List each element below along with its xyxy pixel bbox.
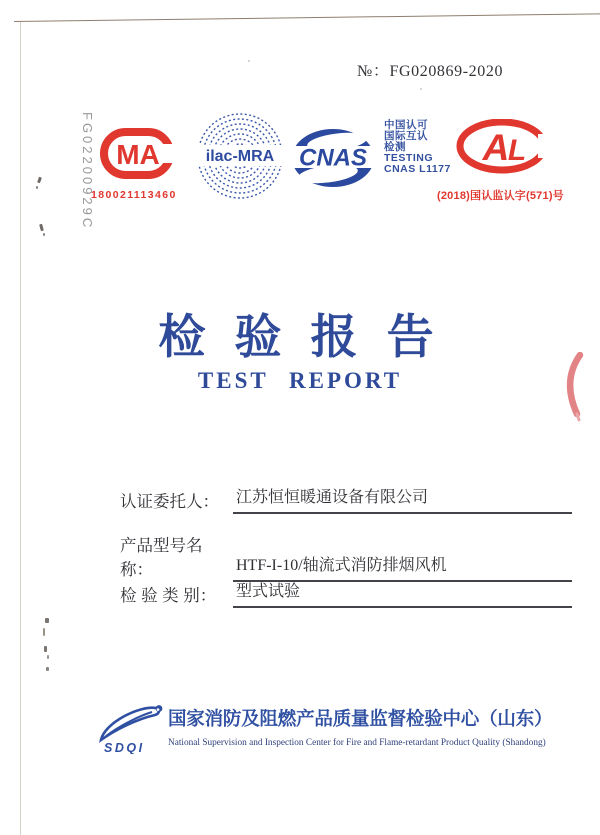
- scan-speck: [44, 646, 47, 652]
- report-title-english: TEST REPORT: [197, 368, 403, 393]
- field-label: 认证委托人：: [120, 493, 219, 511]
- cnas-mark-text: CNAS: [298, 144, 368, 172]
- scan-speck: [43, 628, 45, 636]
- cnas-caption-line: CNAS L1177: [384, 163, 451, 175]
- organization-name-english: National Supervision and Inspection Center for Fire and Flame-retardant Product Quality (Shandong): [168, 738, 546, 748]
- cal-mark-letter-a: A: [482, 127, 510, 168]
- page-top-edge-line: [14, 13, 600, 22]
- cal-caption: (2018)国认监认字(571)号: [437, 190, 564, 202]
- cma-accreditation-icon: [99, 127, 177, 182]
- report-title-chinese: 检 验 报 告: [158, 310, 442, 363]
- red-stamp-bleed-mark: [558, 352, 588, 424]
- cma-license-number: 180021113460: [91, 189, 177, 201]
- ilac-mark-text: ilac-MRA: [205, 148, 275, 165]
- cma-mark-text: MA: [116, 139, 160, 170]
- issuing-organization: [168, 705, 568, 748]
- ilac-mra-icon: [196, 111, 284, 201]
- scan-speck: [47, 655, 49, 659]
- cnas-caption: [384, 120, 451, 175]
- scan-speck: [43, 233, 45, 236]
- report-number: №：FG020869-2020: [357, 63, 504, 80]
- field-label: 产品型号名称：: [120, 537, 203, 579]
- sdqi-logo-icon: [95, 700, 169, 754]
- cal-accreditation-icon: [456, 119, 548, 177]
- field-row-test-type: [120, 582, 572, 608]
- scan-speck: [45, 618, 49, 623]
- scan-speck: [36, 186, 38, 189]
- page-left-edge-line: [20, 22, 21, 835]
- scan-speck: [420, 88, 422, 90]
- field-label: 检 验 类 别：: [120, 587, 217, 605]
- field-row-applicant: [120, 488, 572, 514]
- field-value: 江苏恒恒暖通设备有限公司: [233, 488, 572, 514]
- scan-speck: [37, 177, 42, 184]
- cal-mark-letter-l: L: [507, 134, 527, 167]
- field-value: HTF-I-10/轴流式消防排烟风机: [233, 556, 572, 582]
- scan-speck: [46, 667, 49, 671]
- field-value: 型式试验: [233, 582, 572, 608]
- vertical-filing-code: FG02200929C: [80, 112, 95, 231]
- sdqi-logo-text: SDQI: [104, 741, 145, 754]
- scan-speck: [248, 60, 250, 62]
- field-row-product-model: [120, 534, 572, 582]
- cnas-icon: [291, 128, 375, 188]
- scan-speck: [39, 224, 44, 232]
- cnas-caption-line: 中国认可: [384, 119, 428, 131]
- cnas-caption-line: 国际互认: [384, 130, 428, 142]
- cnas-caption-line: TESTING: [384, 152, 434, 164]
- organization-name-chinese: 国家消防及阻燃产品质量监督检验中心（山东）: [168, 708, 553, 729]
- cnas-caption-line: 检测: [384, 141, 406, 153]
